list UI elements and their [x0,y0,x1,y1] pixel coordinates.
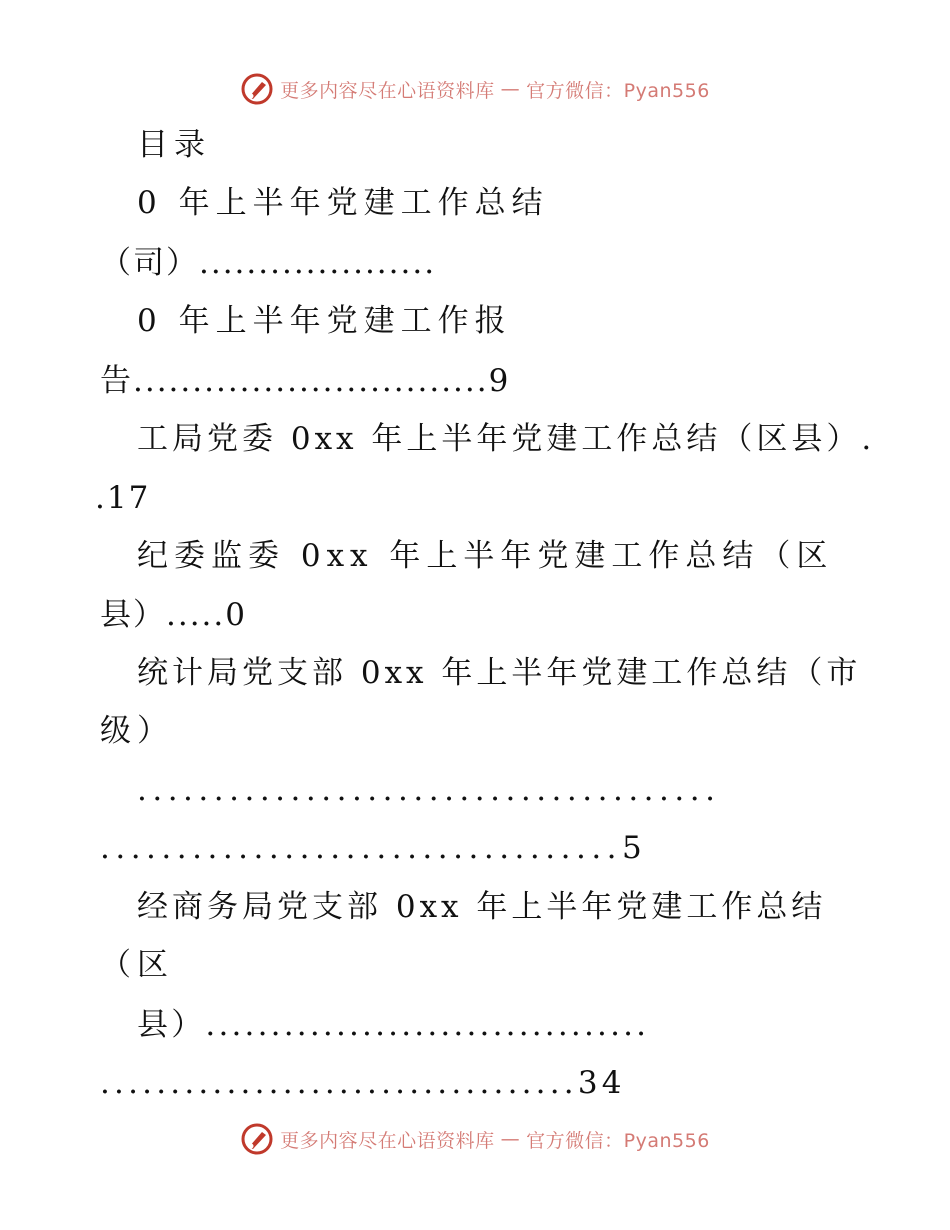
toc-line: 级） [100,713,174,749]
toc-line: 工局党委 0xx 年上半年党建工作总结（区县）. [137,421,876,457]
toc-line: ..................................34 [100,1065,626,1101]
toc-line: （司）.................... [100,245,437,281]
toc-line: 0 年上半年党建工作总结 [137,185,549,221]
header-contact: 官方微信：Pyan556 [526,79,710,102]
toc-line: .17 [95,480,151,516]
toc-line: ..................................5 [100,830,648,866]
brand-logo-icon [240,72,274,106]
footer-banner [0,1122,950,1156]
toc-line: 告..............................9 [100,363,511,399]
header-brand: 更多内容尽在心语资料库 [280,79,495,102]
toc-line: 统计局党支部 0xx 年上半年党建工作总结（市 [137,655,862,691]
toc-line: 县）.................................. [137,1007,650,1043]
header-separator: — [500,78,521,100]
brand-logo-icon [240,1122,274,1156]
toc-title: 目录 [137,127,211,163]
toc-line: 纪委监委 0xx 年上半年党建工作总结（区 [137,538,834,574]
toc-line: （区 [100,947,174,983]
toc-line: 0 年上半年党建工作报 [137,303,512,339]
toc-line: ...................................... [137,772,721,808]
toc-line: 经商务局党支部 0xx 年上半年党建工作总结 [137,889,827,925]
footer-separator: — [500,1128,521,1150]
toc-line: 县）.....0 [100,597,247,633]
footer-contact: 官方微信：Pyan556 [526,1129,710,1152]
footer-brand: 更多内容尽在心语资料库 [280,1129,495,1152]
header-banner [0,72,950,106]
